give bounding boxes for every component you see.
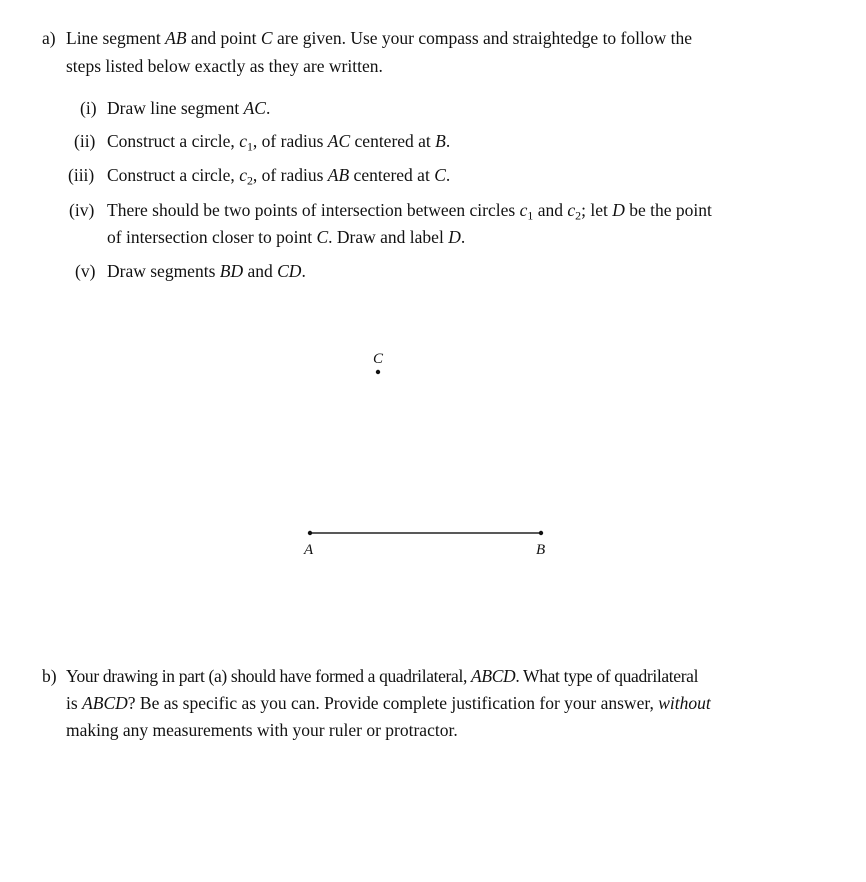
step-number: (ii) <box>74 131 96 151</box>
point-a-label: A <box>304 542 314 558</box>
step-text: Draw segments BD and CD. <box>107 261 306 281</box>
step-text: Construct a circle, $c_1$, of radius AC centered at B. <box>107 131 451 154</box>
part-b-marker: b) <box>42 666 57 686</box>
part-b-line-2: is ABCD? Be as specific as you can. Provide complete justification for your answer, without <box>66 693 711 713</box>
point-a-dot <box>308 531 312 535</box>
step-text: There should be two points of intersection between circles $c_1$ and $c_2$; let D be the point <box>107 200 712 223</box>
part-a-marker: a) <box>42 28 56 48</box>
step-number: (v) <box>75 261 96 281</box>
point-c-dot <box>376 370 380 374</box>
part-b-line-1: Your drawing in part (a) should have formed a quadrilateral, ABCD. What type of quadrilateral <box>66 666 699 686</box>
point-b-dot <box>539 531 543 535</box>
step-text: Draw line segment AC. <box>107 98 271 118</box>
step-number: (iv) <box>69 200 95 220</box>
point-c-label: C <box>373 351 384 367</box>
part-a-intro-line-1: Line segment AB and point C are given. Use your compass and straightedge to follow the <box>66 28 692 48</box>
part-a-intro-line-2: steps listed below exactly as they are written. <box>66 56 383 76</box>
part-b-line-3: making any measurements with your ruler or protractor. <box>66 720 458 740</box>
step-text: Construct a circle, $c_2$, of radius AB centered at C. <box>107 165 451 188</box>
step-number: (iii) <box>68 165 95 185</box>
step-text-continuation: of intersection closer to point C. Draw and label D. <box>107 227 466 247</box>
point-b-label: B <box>536 542 546 558</box>
step-number: (i) <box>80 98 97 118</box>
